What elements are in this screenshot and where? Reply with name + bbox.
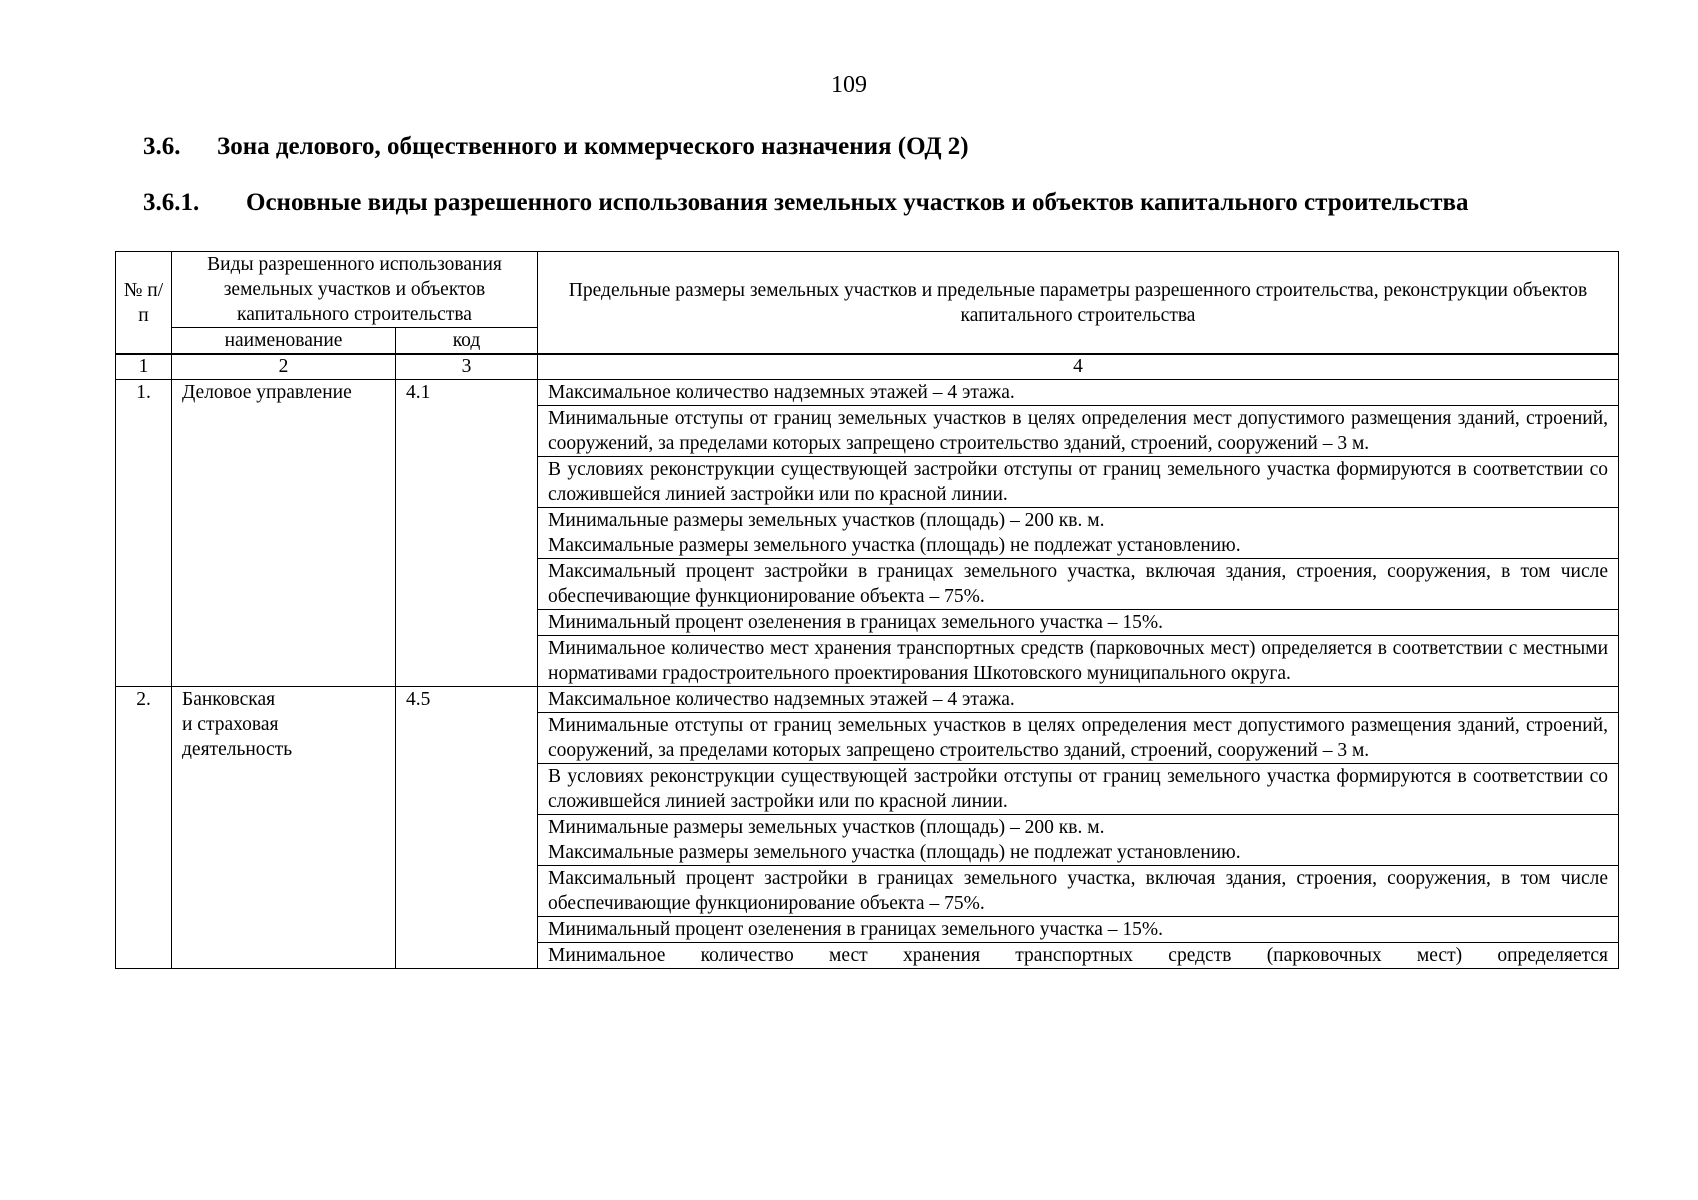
rule-max-floors: Максимальное количество надземных этажей – 4 этажа. bbox=[538, 380, 1619, 406]
subsection-number: 3.6.1. bbox=[143, 189, 200, 216]
section-heading bbox=[143, 132, 1623, 162]
rule-reconstruction-setbacks: В условиях реконструкции существующей застройки отступы от границ земельного участка формируются в соответствии со сложившейся линией застройки или по красной линии. bbox=[538, 457, 1619, 508]
rule-max-floors: Максимальное количество надземных этажей – 4 этажа. bbox=[538, 687, 1619, 713]
row-number: 2. bbox=[116, 687, 172, 969]
rule-max-plot-size: Максимальные размеры земельного участка (площадь) не подлежат установлению. bbox=[548, 842, 1241, 863]
header-kinds: Виды разрешенного использования земельных участков и объектов капитального строительства bbox=[172, 252, 538, 328]
rule-min-parking: Минимальное количество мест хранения транспортных средств (парковочных мест) определяется bbox=[538, 943, 1619, 969]
header-limits: Предельные размеры земельных участков и предельные параметры разрешенного строительства, реконструкции объектов капитального строительства bbox=[538, 252, 1619, 355]
column-number-4: 4 bbox=[538, 354, 1619, 380]
header-name: наименование bbox=[172, 328, 396, 355]
rule-plot-size bbox=[538, 815, 1619, 866]
table-row bbox=[116, 687, 1619, 713]
column-number-3: 3 bbox=[396, 354, 538, 380]
use-name bbox=[172, 687, 396, 969]
subsection-heading bbox=[143, 188, 1623, 218]
rule-min-setbacks: Минимальные отступы от границ земельных участков в целях определения мест допустимого размещения зданий, строений, сооружений, за пределами которых запрещено строительство зданий, строений, сооружений – 3 м. bbox=[538, 406, 1619, 457]
page-number: 109 bbox=[831, 72, 867, 98]
use-name-line: деятельность bbox=[182, 739, 293, 760]
rule-max-built-percent: Максимальный процент застройки в границах земельного участка, включая здания, строения, сооружения, в том числе обеспечивающие функционирование объекта – 75%. bbox=[538, 559, 1619, 610]
use-name-line: и страховая bbox=[182, 714, 279, 735]
use-code: 4.5 bbox=[396, 687, 538, 969]
rule-max-plot-size: Максимальные размеры земельного участка (площадь) не подлежат установлению. bbox=[548, 535, 1241, 556]
rule-min-plot-size: Минимальные размеры земельных участков (площадь) – 200 кв. м. bbox=[548, 817, 1105, 838]
permitted-use-table bbox=[115, 251, 1619, 969]
rule-min-parking: Минимальное количество мест хранения транспортных средств (парковочных мест) определяется в соответствии с местными нормативами градостроительного проектирования Шкотовского муниципального округа. bbox=[538, 636, 1619, 687]
header-num: № п/п bbox=[116, 252, 172, 355]
rule-min-plot-size: Минимальные размеры земельных участков (площадь) – 200 кв. м. bbox=[548, 510, 1105, 531]
row-number: 1. bbox=[116, 380, 172, 687]
column-number-1: 1 bbox=[116, 354, 172, 380]
column-number-2: 2 bbox=[172, 354, 396, 380]
rule-min-setbacks: Минимальные отступы от границ земельных участков в целях определения мест допустимого размещения зданий, строений, сооружений, за пределами которых запрещено строительство зданий, строений, сооружений – 3 м. bbox=[538, 713, 1619, 764]
table-row bbox=[116, 380, 1619, 406]
subsection-title: Основные виды разрешенного использования земельных участков и объектов капитального строительства bbox=[246, 189, 1469, 216]
rule-reconstruction-setbacks: В условиях реконструкции существующей застройки отступы от границ земельного участка формируются в соответствии со сложившейся линией застройки или по красной линии. bbox=[538, 764, 1619, 815]
header-code: код bbox=[396, 328, 538, 355]
rule-min-green-percent: Минимальный процент озеленения в границах земельного участка – 15%. bbox=[538, 610, 1619, 636]
use-code: 4.1 bbox=[396, 380, 538, 687]
rule-min-green-percent: Минимальный процент озеленения в границах земельного участка – 15%. bbox=[538, 917, 1619, 943]
section-title: Зона делового, общественного и коммерческого назначения (ОД 2) bbox=[217, 133, 969, 160]
rule-plot-size bbox=[538, 508, 1619, 559]
use-name-line: Банковская bbox=[182, 689, 276, 710]
section-number: 3.6. bbox=[143, 133, 181, 160]
rule-max-built-percent: Максимальный процент застройки в границах земельного участка, включая здания, строения, сооружения, в том числе обеспечивающие функционирование объекта – 75%. bbox=[538, 866, 1619, 917]
use-name: Деловое управление bbox=[172, 380, 396, 687]
